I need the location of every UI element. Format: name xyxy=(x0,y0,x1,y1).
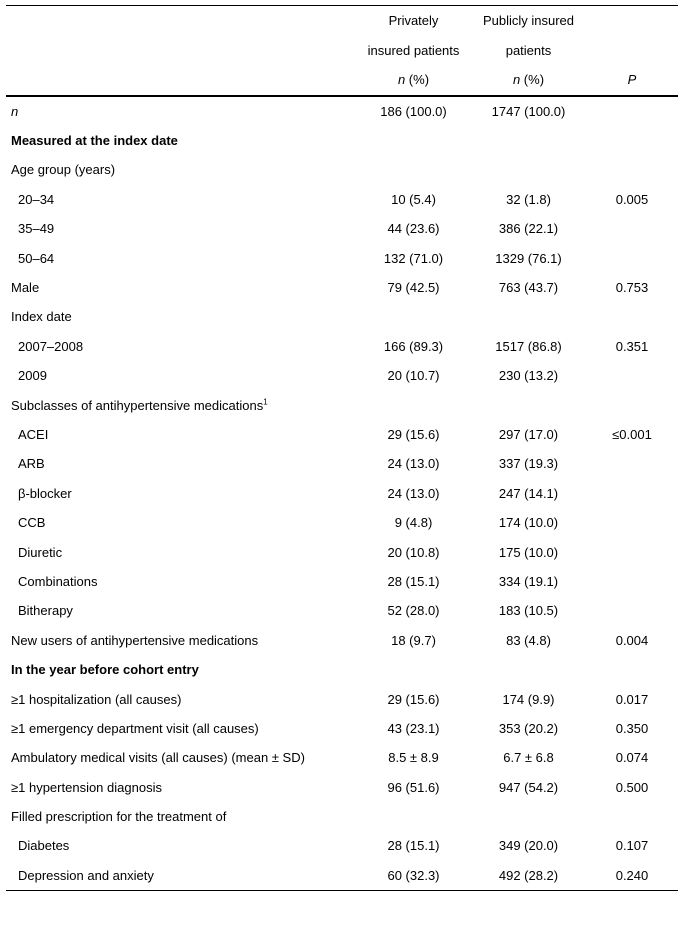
p-value: 0.004 xyxy=(615,632,649,648)
row-label-cell xyxy=(6,332,356,361)
header-p-empty xyxy=(586,6,678,36)
private-insured-value: 79 (42.5) xyxy=(387,280,440,296)
private-insured-value: 29 (15.6) xyxy=(387,691,440,707)
p-value xyxy=(586,390,678,419)
public-insured-value xyxy=(471,126,586,155)
p-value: ≤0.001 xyxy=(612,426,652,442)
row-label-cell xyxy=(6,361,356,390)
private-insured-value xyxy=(356,155,471,184)
p-value: 0.350 xyxy=(615,720,649,736)
table-row xyxy=(6,626,678,655)
patient-characteristics-table xyxy=(6,5,678,891)
public-insured-value: 492 (28.2) xyxy=(471,861,586,891)
row-label-cell xyxy=(6,772,356,801)
private-insured-value: 9 (4.8) xyxy=(394,515,433,531)
row-label: Diuretic xyxy=(18,544,63,560)
header-empty-cell xyxy=(6,6,356,36)
private-insured-value: 186 (100.0) xyxy=(380,103,447,119)
public-insured-value: 83 (4.8) xyxy=(506,632,551,648)
p-value: 0.074 xyxy=(615,750,649,766)
p-value: 0.005 xyxy=(615,191,649,207)
row-label: 2007–2008 xyxy=(18,338,84,354)
p-value xyxy=(586,361,678,390)
p-value xyxy=(586,802,678,831)
table-row xyxy=(6,596,678,625)
p-value xyxy=(586,449,678,478)
row-label: Index date xyxy=(11,309,72,325)
row-label: Diabetes xyxy=(18,838,70,854)
private-insured-value: 28 (15.1) xyxy=(387,573,440,589)
public-insured-value: 334 (19.1) xyxy=(498,573,559,589)
row-label: Measured at the index date xyxy=(11,133,178,149)
private-insured-value: 8.5 ± 8.9 xyxy=(388,750,439,766)
public-insured-value: 1517 (86.8) xyxy=(495,338,562,354)
row-label-cell xyxy=(6,155,356,184)
header-p-value: P xyxy=(586,65,678,96)
p-value xyxy=(586,537,678,566)
table-body xyxy=(6,96,678,891)
p-value xyxy=(586,214,678,243)
private-insured-value: 132 (71.0) xyxy=(383,250,444,266)
table-row xyxy=(6,861,678,891)
p-value xyxy=(586,126,678,155)
private-insured-value: 28 (15.1) xyxy=(387,838,440,854)
table-row xyxy=(6,96,678,126)
table-row xyxy=(6,302,678,331)
table-row xyxy=(6,714,678,743)
row-label: ≥1 hypertension diagnosis xyxy=(11,779,162,795)
row-label-cell xyxy=(6,743,356,772)
p-value: 0.753 xyxy=(615,280,649,296)
row-label-cell xyxy=(6,596,356,625)
p-value xyxy=(586,567,678,596)
public-insured-value: 297 (17.0) xyxy=(498,426,559,442)
private-insured-value: 96 (51.6) xyxy=(387,779,440,795)
public-insured-value: 174 (9.9) xyxy=(502,691,555,707)
header-p-empty xyxy=(586,36,678,66)
table-row xyxy=(6,155,678,184)
private-insured-value: 60 (32.3) xyxy=(356,861,471,891)
table-row xyxy=(6,537,678,566)
public-insured-value: 174 (10.0) xyxy=(498,515,559,531)
row-label-cell xyxy=(6,449,356,478)
table-header xyxy=(6,6,678,96)
header-private-line3 xyxy=(356,65,471,96)
p-value xyxy=(586,508,678,537)
row-label-cell xyxy=(6,390,356,419)
public-insured-value xyxy=(471,302,586,331)
table-row xyxy=(6,743,678,772)
private-insured-value xyxy=(356,802,471,831)
private-insured-value: 43 (23.1) xyxy=(387,720,440,736)
public-insured-value xyxy=(471,802,586,831)
table-row xyxy=(6,449,678,478)
private-insured-value: 52 (28.0) xyxy=(387,603,440,619)
row-label-cell xyxy=(6,508,356,537)
header-public-line3 xyxy=(471,65,586,96)
private-insured-value xyxy=(356,390,471,419)
table-row xyxy=(6,479,678,508)
private-insured-value: 44 (23.6) xyxy=(387,221,440,237)
p-value xyxy=(586,596,678,625)
row-label: n xyxy=(11,103,19,119)
public-insured-value: 386 (22.1) xyxy=(498,221,559,237)
private-insured-value xyxy=(356,655,471,684)
public-insured-value: 947 (54.2) xyxy=(498,779,559,795)
p-value xyxy=(586,655,678,684)
header-private-line1: Privately xyxy=(356,6,471,36)
public-insured-value: 1747 (100.0) xyxy=(491,103,566,119)
header-empty-cell xyxy=(6,36,356,66)
row-label-cell xyxy=(6,302,356,331)
public-insured-value: 763 (43.7) xyxy=(498,280,559,296)
row-label-cell xyxy=(6,567,356,596)
row-label-cell xyxy=(6,684,356,713)
header-public-n: n xyxy=(512,72,521,88)
p-value: 0.240 xyxy=(586,861,678,891)
row-label-cell xyxy=(6,96,356,126)
table-row xyxy=(6,243,678,272)
table-row xyxy=(6,831,678,860)
header-public-line1: Publicly insured xyxy=(471,6,586,36)
p-value: 0.107 xyxy=(615,838,649,854)
row-label: 20–34 xyxy=(18,191,55,207)
table-row xyxy=(6,214,678,243)
table-row xyxy=(6,361,678,390)
public-insured-value: 1329 (76.1) xyxy=(495,250,562,266)
row-label: Combinations xyxy=(18,573,98,589)
row-label: Male xyxy=(11,280,40,296)
table-row xyxy=(6,420,678,449)
public-insured-value: 349 (20.0) xyxy=(498,838,559,854)
public-insured-value: 247 (14.1) xyxy=(498,485,559,501)
row-label-cell xyxy=(6,861,356,891)
row-label-cell xyxy=(6,214,356,243)
row-label: CCB xyxy=(18,515,46,531)
row-label: 50–64 xyxy=(18,250,55,266)
table-row xyxy=(6,508,678,537)
public-insured-value xyxy=(471,155,586,184)
p-value xyxy=(586,302,678,331)
public-insured-value: 6.7 ± 6.8 xyxy=(503,750,554,766)
public-insured-value xyxy=(471,390,586,419)
public-insured-value: 230 (13.2) xyxy=(498,368,559,384)
row-label: ≥1 emergency department visit (all causes) xyxy=(11,720,259,736)
header-public-pct: (%) xyxy=(520,72,545,88)
private-insured-value: 20 (10.7) xyxy=(387,368,440,384)
public-insured-value: 175 (10.0) xyxy=(498,544,559,560)
public-insured-value: 353 (20.2) xyxy=(498,720,559,736)
row-label-cell xyxy=(6,273,356,302)
row-label-cell xyxy=(6,420,356,449)
row-label-cell xyxy=(6,714,356,743)
row-label-cell xyxy=(6,655,356,684)
public-insured-value xyxy=(471,655,586,684)
header-empty-cell xyxy=(6,65,356,96)
table-row xyxy=(6,126,678,155)
private-insured-value: 10 (5.4) xyxy=(391,191,436,207)
header-private-line2: insured patients xyxy=(367,42,460,58)
row-label: ARB xyxy=(18,456,45,472)
row-label: Ambulatory medical visits (all causes) (mean ± SD) xyxy=(11,750,305,766)
row-label: Subclasses of antihypertensive medications xyxy=(11,397,264,413)
row-label-cell xyxy=(6,185,356,214)
header-public-line2: patients xyxy=(505,42,552,58)
row-label: In the year before cohort entry xyxy=(11,662,199,678)
table-row xyxy=(6,655,678,684)
row-label: ACEI xyxy=(18,426,49,442)
p-value xyxy=(586,155,678,184)
private-insured-value xyxy=(356,126,471,155)
private-insured-value: 20 (10.8) xyxy=(387,544,440,560)
row-label: 35–49 xyxy=(18,221,55,237)
private-insured-value: 29 (15.6) xyxy=(387,426,440,442)
row-label: New users of antihypertensive medications xyxy=(11,632,259,648)
p-value: 0.500 xyxy=(615,779,649,795)
row-label-cell xyxy=(6,802,356,831)
table-row xyxy=(6,684,678,713)
public-insured-value: 183 (10.5) xyxy=(498,603,559,619)
header-private-n: n xyxy=(397,72,406,88)
table-row xyxy=(6,273,678,302)
row-label-cell xyxy=(6,831,356,860)
row-label-cell xyxy=(6,479,356,508)
row-label-cell xyxy=(6,537,356,566)
row-label: Filled prescription for the treatment of xyxy=(11,809,227,825)
p-value xyxy=(586,243,678,272)
table-row xyxy=(6,567,678,596)
row-label-cell xyxy=(6,626,356,655)
row-label: Depression and anxiety xyxy=(18,867,154,883)
p-value xyxy=(586,479,678,508)
private-insured-value: 18 (9.7) xyxy=(391,632,436,648)
public-insured-value: 337 (19.3) xyxy=(498,456,559,472)
private-insured-value xyxy=(356,302,471,331)
private-insured-value: 24 (13.0) xyxy=(387,485,440,501)
row-label: β-blocker xyxy=(18,485,72,501)
footnote-marker: 1 xyxy=(263,397,268,407)
row-label-cell xyxy=(6,243,356,272)
private-insured-value: 166 (89.3) xyxy=(383,338,444,354)
header-private-pct: (%) xyxy=(405,72,430,88)
table-row xyxy=(6,772,678,801)
table-row xyxy=(6,185,678,214)
p-value: 0.017 xyxy=(615,691,649,707)
table-row xyxy=(6,332,678,361)
row-label-cell xyxy=(6,126,356,155)
table-row xyxy=(6,390,678,419)
row-label: 2009 xyxy=(18,368,47,384)
p-value: 0.351 xyxy=(615,338,649,354)
private-insured-value: 24 (13.0) xyxy=(387,456,440,472)
row-label: Bitherapy xyxy=(18,603,73,619)
table-row xyxy=(6,802,678,831)
row-label: Age group (years) xyxy=(11,162,116,178)
row-label: ≥1 hospitalization (all causes) xyxy=(11,691,182,707)
p-value xyxy=(586,96,678,126)
public-insured-value: 32 (1.8) xyxy=(506,191,551,207)
